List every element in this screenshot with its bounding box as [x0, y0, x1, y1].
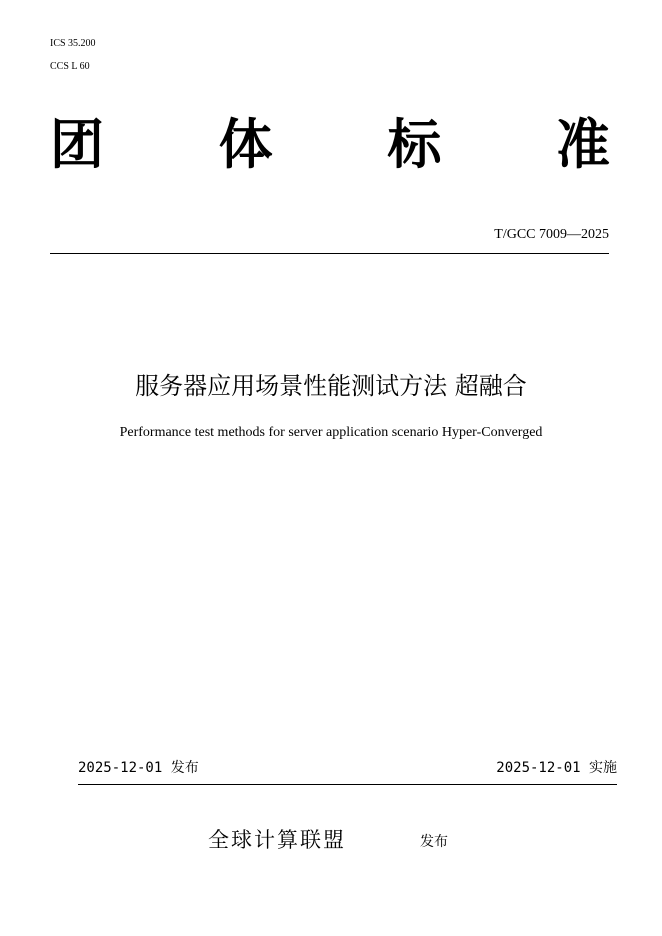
implementation-date: 2025-12-01 实施 [496, 760, 617, 776]
document-title-chinese: 服务器应用场景性能测试方法 超融合 [135, 372, 527, 400]
ics-code: ICS 35.200 [50, 38, 96, 49]
document-title-english: Performance test methods for server application scenario Hyper-Converged [119, 425, 543, 440]
document-type-heading [50, 112, 610, 178]
doc-type-char-2: 体 [218, 113, 273, 176]
doc-type-char-1: 团 [50, 113, 104, 176]
ccs-code: CCS L 60 [50, 61, 90, 72]
publisher-name: 全球计算联盟 [208, 828, 346, 852]
doc-type-char-3: 标 [387, 113, 442, 176]
footer-divider [78, 784, 617, 785]
standard-number: T/GCC 7009—2025 [494, 227, 609, 242]
doc-type-char-4: 准 [555, 113, 610, 176]
publisher-action: 发布 [420, 834, 448, 850]
release-date: 2025-12-01 发布 [78, 760, 199, 776]
header-divider [50, 253, 609, 254]
